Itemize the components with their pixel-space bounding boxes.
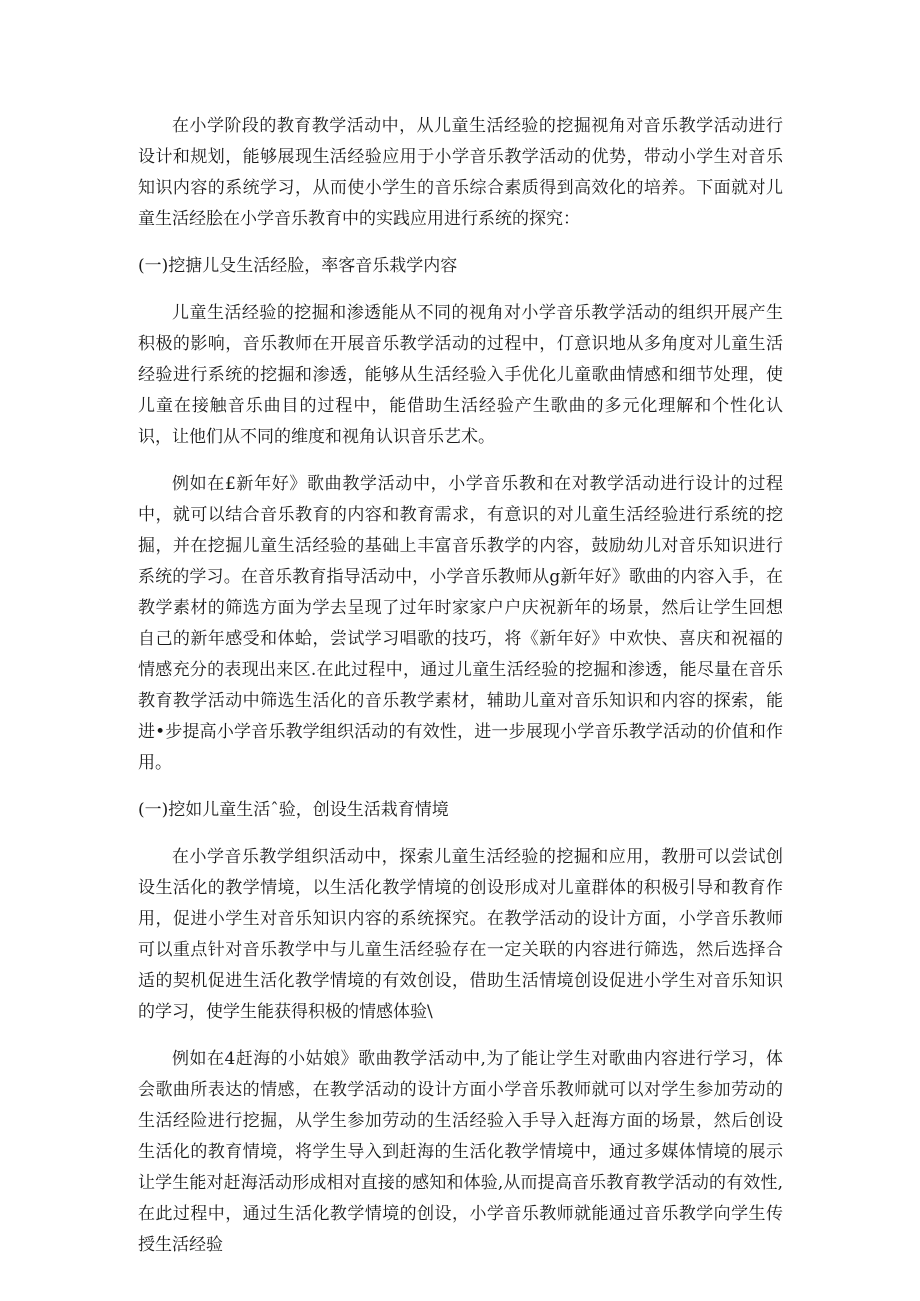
section-heading-2: (一)挖如儿童生活ˆ验，创设生活栽育情境 (138, 800, 449, 820)
section-1-paragraph-1: 儿童生活经验的挖掘和渗透能从不同的视角对小学音乐教学活动的组织开展产生积极的影响，音乐教师在开展音乐教学活动的过程中，仃意识地从多角度对儿童生活经验进行系统的挖掘和渗透，能够从生活经验入手优化儿童歌曲情感和细节处理，使儿童在接触音乐曲目的过程中，能借助生活经验产生歌曲的多元化理解和个性化认识，让他们从不同的维度和视角认识音乐艺术。 (138, 303, 783, 447)
section-heading-1: (一)挖搪儿殳生活经脸，率客音乐栽学内容 (138, 256, 458, 276)
intro-paragraph: 在小学阶段的教育教学活动中，从儿童生活经验的挖掘视角对音乐教学活动进行设计和规划，能够展现生活经验应用于小学音乐教学活动的优势，带动小学生对音乐知识内容的系统学习，从而使小学生的音乐综合素质得到高效化的培养。下面就对儿童生活经脍在小学音乐教育中的实践应用进行系统的探究： (138, 116, 783, 229)
section-2-paragraph-1: 在小学音乐教学组织活动中，探索儿童生活经验的挖掘和应用，教册可以尝试创设生活化的教学情境，以生活化教学情境的创设形成对儿童群体的积极引导和教育作用，促进小学生对音乐知识内容的系统探究。在教学活动的设计方面，小学音乐教师可以重点针对音乐教学中与儿童生活经验存在一定关联的内容进行筛选，然后选择合适的契机促进生活化教学情境的有效创设，借助生活情境创设促进小学生对音乐知识的学习，使学生能获得积极的情感体验\ (138, 847, 783, 1022)
document-body (138, 111, 783, 1277)
section-1-paragraph-2: 例如在£新年好》歌曲教学活动中，小学音乐教和在对教学活动进行设计的过程中，就可以结合音乐教育的内容和教育需求，有意识的对儿童生活经验进行系统的挖掘，并在挖掘儿童生活经验的基础上丰富音乐教学的内容，鼓励幼儿对音乐知识进行系统的学习。在音乐教育指导活动中，小学音乐教师从g新年好》歌曲的内容入手，在教学素材的筛选方面为学去呈现了过年时家家户户庆祝新年的场景，然后让学生回想自己的新年感受和体蛤，尝试学习唱歌的技巧，将《新年好》中欢快、喜庆和祝福的情感充分的表现出来区.在此过程中，通过儿童生活经验的挖掘和渗透，能尽量在音乐教育教学活动中筛选生活化的音乐教学素材，辅助儿童对音乐知识和内容的探索，能进•步提高小学音乐教学组织活动的有效性，进一步展现小学音乐教学活动的价值和作用。 (138, 474, 783, 773)
section-2-paragraph-2: 例如在4赶海的小姑娘》歌曲教学活动中,为了能让学生对歌曲内容进行学习，体会歌曲所表达的情感，在教学活动的设计方面小学音乐教师就可以对学生参加劳动的生活经险进行挖掘，从学生参加劳动的生活经验入手导入赶海方面的场景，然后创设生活化的教育情境，将学生导入到赶海的生活化教学情境中，通过多媒体情境的展示让学生能对赶海活动形成相对直接的感知和体验,从而提高音乐教育教学活动的有效性,在此过程中，通过生活化教学情境的创设，小学音乐教师就能通过音乐教学向学生传授生活经验 (138, 1049, 783, 1255)
